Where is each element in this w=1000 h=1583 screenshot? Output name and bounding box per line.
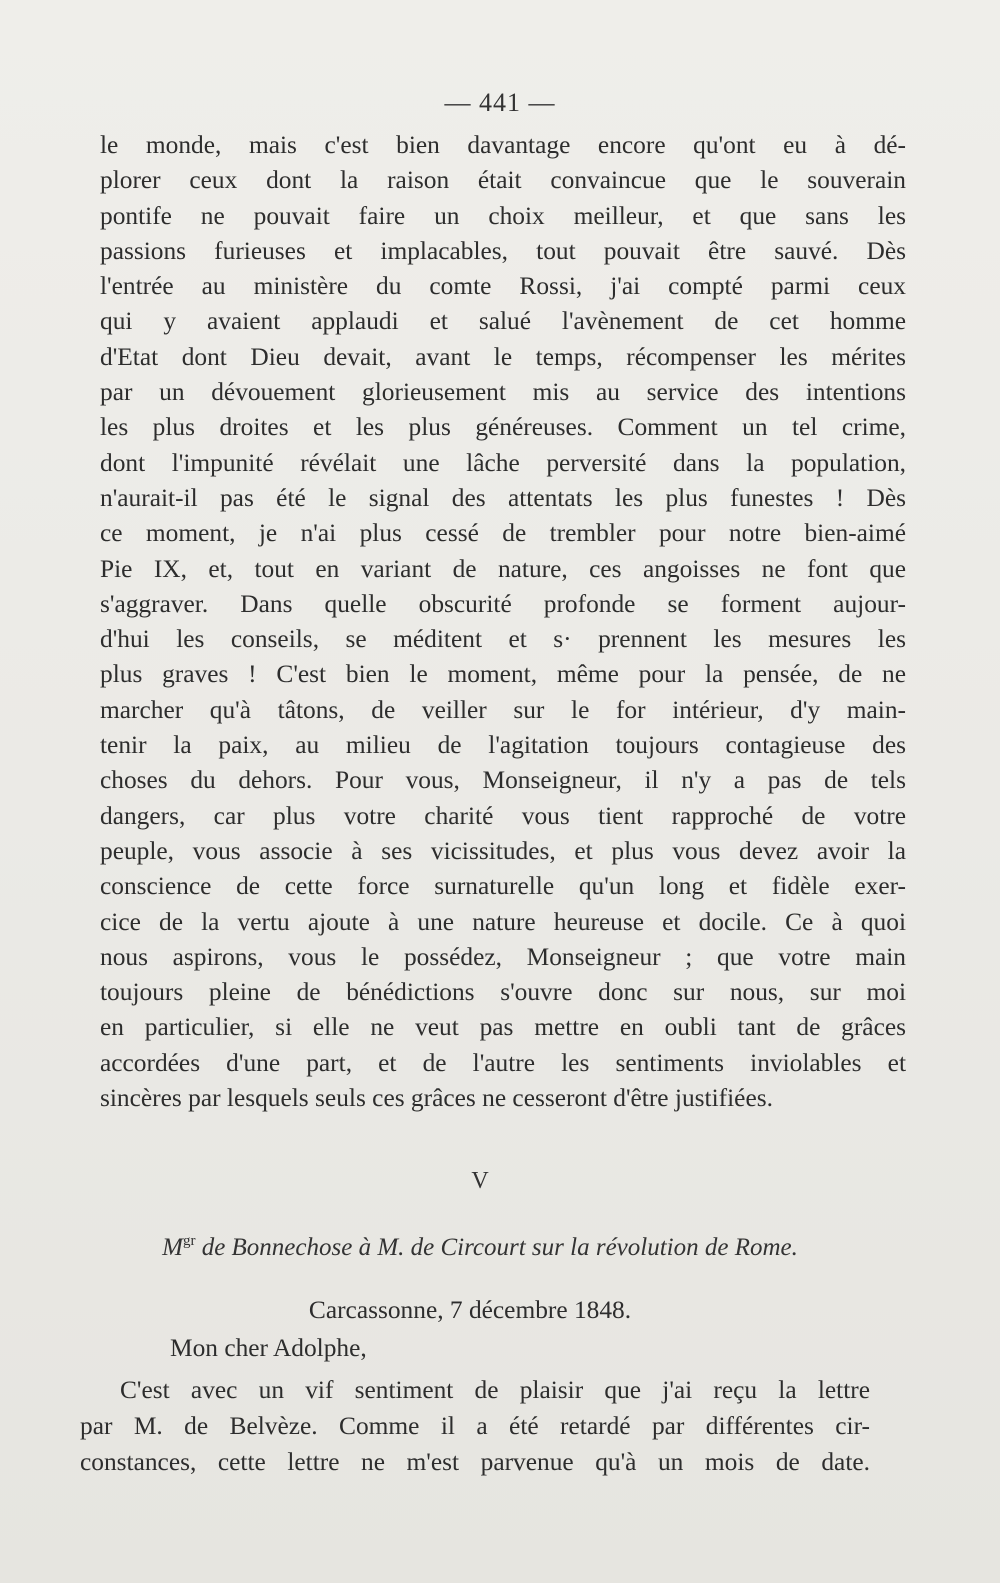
text-line: dangers, car plus votre charité vous tient rapproché de votre	[100, 801, 906, 830]
text-line: toujours pleine de bénédictions s'ouvre donc sur nous, sur moi	[100, 978, 906, 1007]
text-line: le monde, mais c'est bien davantage encore qu'ont eu à dé-	[100, 131, 906, 159]
text-line: par un dévouement glorieusement mis au service des intentions	[100, 378, 906, 407]
text-line: n'aurait-il pas été le signal des attentats les plus funestes ! Dès	[100, 483, 906, 512]
text-line: plus graves ! C'est bien le moment, même pour la pensée, de ne	[100, 660, 906, 689]
text-line: Pie IX, et, tout en variant de nature, ces angoisses ne font que	[100, 554, 906, 583]
section-number: V	[471, 1168, 489, 1194]
text-line: constances, cette lettre ne m'est parvenue qu'à un mois de date.	[80, 1448, 870, 1476]
text-line: en particulier, si elle ne veut pas mettre en oubli tant de grâces	[100, 1013, 906, 1042]
text-line: marcher qu'à tâtons, de veiller sur le for intérieur, d'y main-	[100, 695, 906, 724]
letter-dateline: Carcassonne, 7 décembre 1848.	[308, 1296, 632, 1324]
section-title-rest: de Bonnechose à M. de Circourt sur la révolution de Rome.	[195, 1234, 798, 1261]
text-line: C'est avec un vif sentiment de plaisir que j'ai reçu la lettre	[120, 1376, 870, 1404]
text-line: ce moment, je n'ai plus cessé de trembler pour notre bien-aimé	[100, 519, 906, 548]
text-line: dont l'impunité révélait une lâche perversité dans la population,	[100, 448, 906, 477]
text-line: nous aspirons, vous le possédez, Monseigneur ; que votre main	[100, 942, 906, 971]
text-line: cice de la vertu ajoute à une nature heureuse et docile. Ce à quoi	[100, 907, 906, 936]
text-line: pontife ne pouvait faire un choix meilleur, et que sans les	[100, 201, 906, 230]
text-line: peuple, vous associe à ses vicissitudes, et plus vous devez avoir la	[100, 836, 906, 865]
text-line: d'hui les conseils, se méditent et s· prennent les mesures les	[100, 625, 906, 654]
text-line: les plus droites et les plus généreuses. Comment un tel crime,	[100, 413, 906, 442]
text-line: passions furieuses et implacables, tout pouvait être sauvé. Dès	[100, 236, 906, 265]
text-line: plorer ceux dont la raison était convaincue que le souverain	[100, 166, 906, 195]
section-title-prefix: M	[162, 1234, 183, 1261]
body-paragraph	[100, 128, 906, 1116]
section-title	[0, 1233, 960, 1262]
text-line: accordées d'une part, et de l'autre les sentiments inviolables et	[100, 1048, 906, 1077]
text-line: tenir la paix, au milieu de l'agitation toujours contagieuse des	[100, 731, 906, 760]
text-line: l'entrée au ministère du comte Rossi, j'ai compté parmi ceux	[100, 272, 906, 301]
text-line: d'Etat dont Dieu devait, avant le temps, récompenser les mérites	[100, 342, 906, 371]
text-line: choses du dehors. Pour vous, Monseigneur, il n'y a pas de tels	[100, 766, 906, 795]
text-line: par M. de Belvèze. Comme il a été retardé par différentes cir-	[80, 1412, 870, 1440]
text-line: s'aggraver. Dans quelle obscurité profonde se forment aujour-	[100, 589, 906, 618]
letter-paragraph	[80, 1372, 870, 1480]
text-line: sincères par lesquels seuls ces grâces ne cesseront d'être justifiées.	[100, 1084, 773, 1113]
page-number: — 441 —	[444, 88, 556, 117]
text-line: conscience de cette force surnaturelle qu'un long et fidèle exer-	[100, 872, 906, 901]
text-line: qui y avaient applaudi et salué l'avènement de cet homme	[100, 307, 906, 336]
section-title-superscript: gr	[182, 1233, 196, 1249]
letter-salutation: Mon cher Adolphe,	[170, 1334, 367, 1362]
